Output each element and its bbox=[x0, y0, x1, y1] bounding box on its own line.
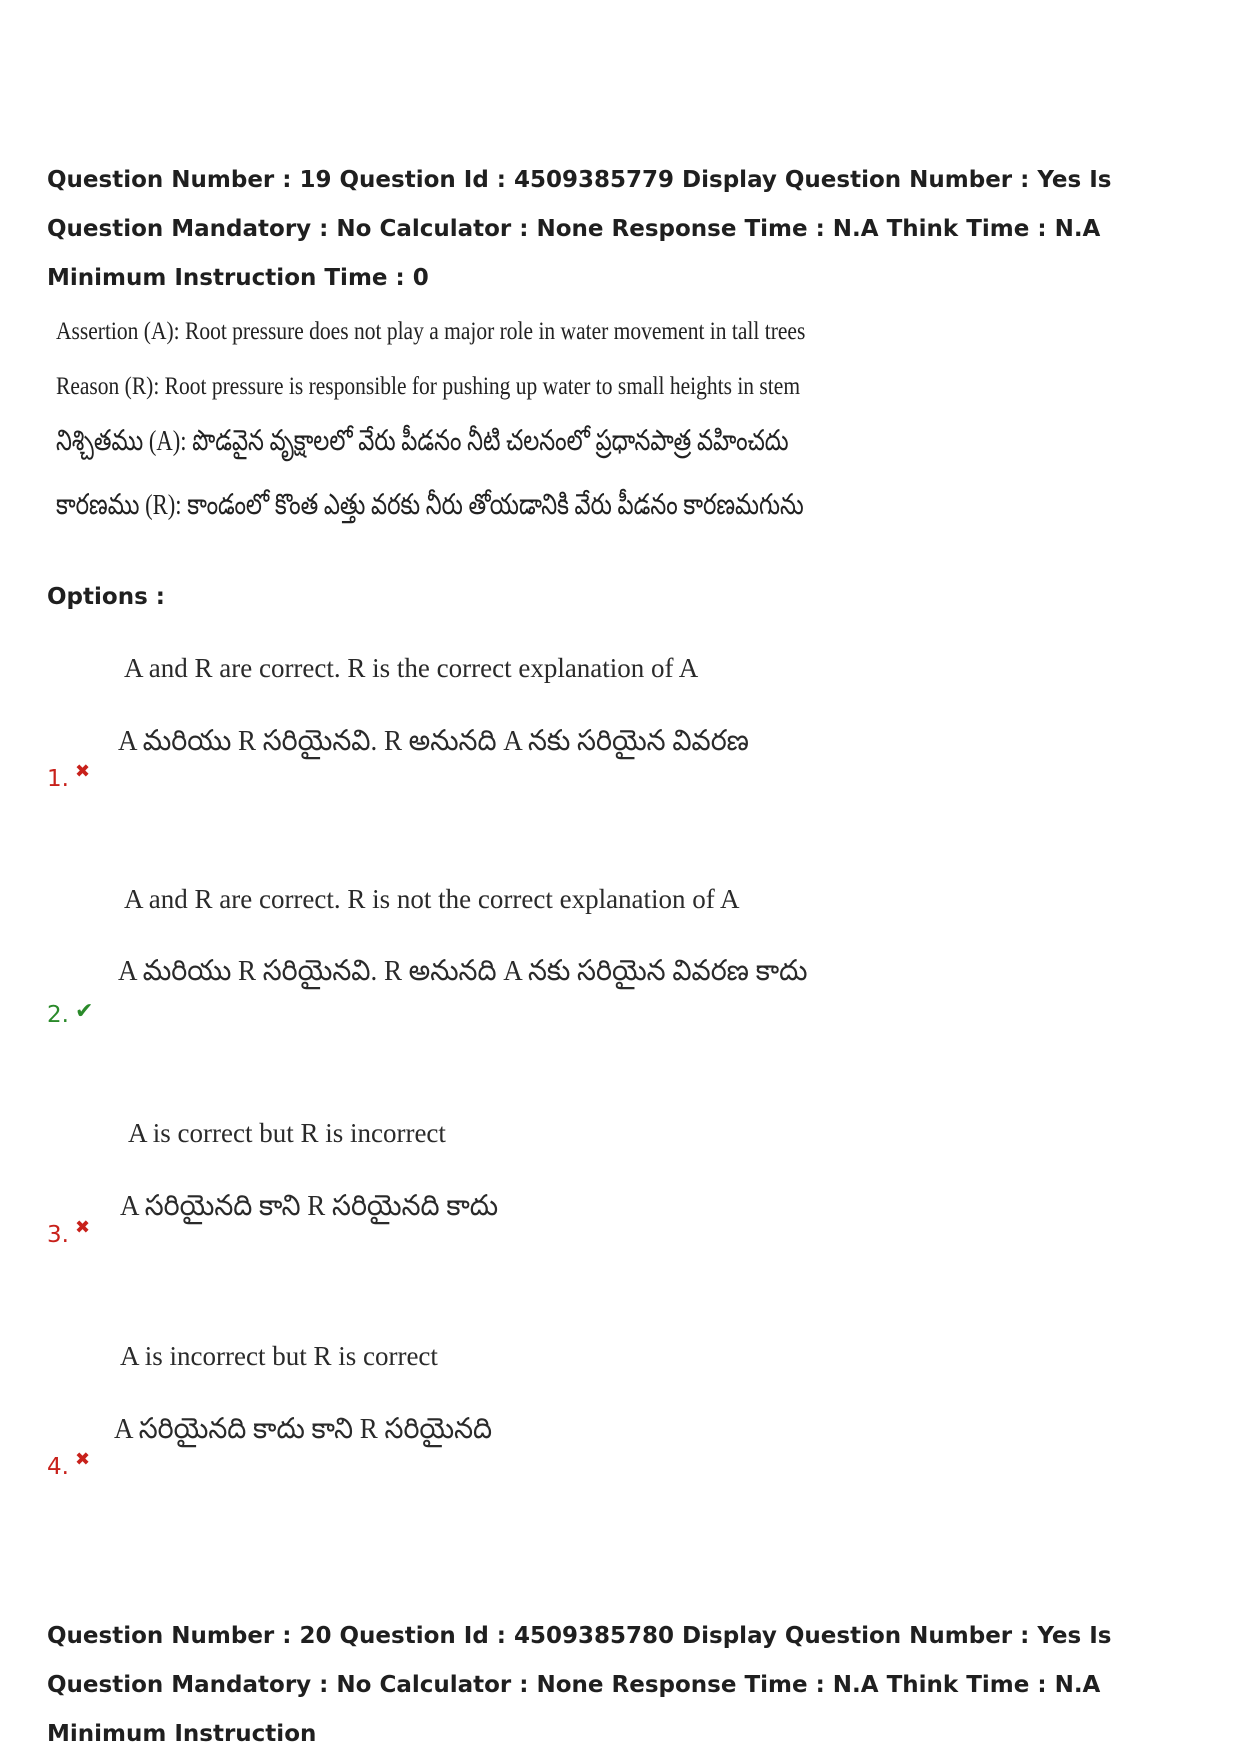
assertion-english: Assertion (A): Root pressure does not play a major role in water movement in tall trees bbox=[56, 318, 806, 345]
option-4-number: 4. bbox=[47, 1454, 69, 1480]
check-icon: ✔ bbox=[74, 998, 94, 1024]
option-3-number: 3. bbox=[47, 1222, 69, 1248]
reason-telugu: కారణము (R): కాండంలో కొంత ఎత్తు వరకు నీరు తోయడానికి వేరు పీడనం కారణమగును bbox=[56, 489, 804, 521]
cross-icon: ✖ bbox=[74, 760, 91, 782]
option-4-text-english: A is incorrect but R is correct bbox=[120, 1341, 438, 1371]
reason-english: Reason (R): Root pressure is responsible for pushing up water to small heights in stem bbox=[56, 373, 801, 400]
option-1-marker bbox=[47, 760, 91, 792]
option-1-text-telugu: A మరియు R సరియైనవి. R అనునది A నకు సరియైన వివరణ bbox=[118, 725, 749, 757]
option-1-number: 1. bbox=[47, 766, 69, 792]
option-3-text-telugu: A సరియైనది కాని R సరియైనది కాదు bbox=[120, 1190, 499, 1222]
option-3-marker bbox=[47, 1216, 91, 1248]
option-4-text-telugu: A సరియైనది కాదు కాని R సరియైనది bbox=[114, 1413, 493, 1445]
question-20-metadata: Question Number : 20 Question Id : 4509385780 Display Question Number : Yes Is Question Mandatory : No Calculator : None Response Time : N.A Think Time : N.A Minimum Instruction bbox=[47, 1623, 1112, 1747]
assertion-telugu: నిశ్చితము (A): పొడవైన వృక్షాలలో వేరు పీడనం నీటి చలనంలో ప్రధానపాత్ర వహించదు bbox=[56, 425, 789, 457]
options-label: Options : bbox=[47, 584, 165, 610]
option-2-number: 2. bbox=[47, 1002, 69, 1028]
option-2-marker bbox=[47, 998, 94, 1028]
cross-icon: ✖ bbox=[74, 1216, 91, 1238]
question-19-metadata: Question Number : 19 Question Id : 4509385779 Display Question Number : Yes Is Question Mandatory : No Calculator : None Response Time : N.A Think Time : N.A Minimum Instruction Time : 0 bbox=[47, 167, 1112, 291]
option-2-text-english: A and R are correct. R is not the correct explanation of A bbox=[124, 884, 740, 914]
option-2-text-telugu: A మరియు R సరియైనవి. R అనునది A నకు సరియైన వివరణ కాదు bbox=[118, 955, 808, 987]
option-1-text-english: A and R are correct. R is the correct explanation of A bbox=[124, 653, 699, 683]
cross-icon: ✖ bbox=[74, 1448, 91, 1470]
option-4-marker bbox=[47, 1448, 91, 1480]
option-3-text-english: A is correct but R is incorrect bbox=[128, 1118, 446, 1148]
